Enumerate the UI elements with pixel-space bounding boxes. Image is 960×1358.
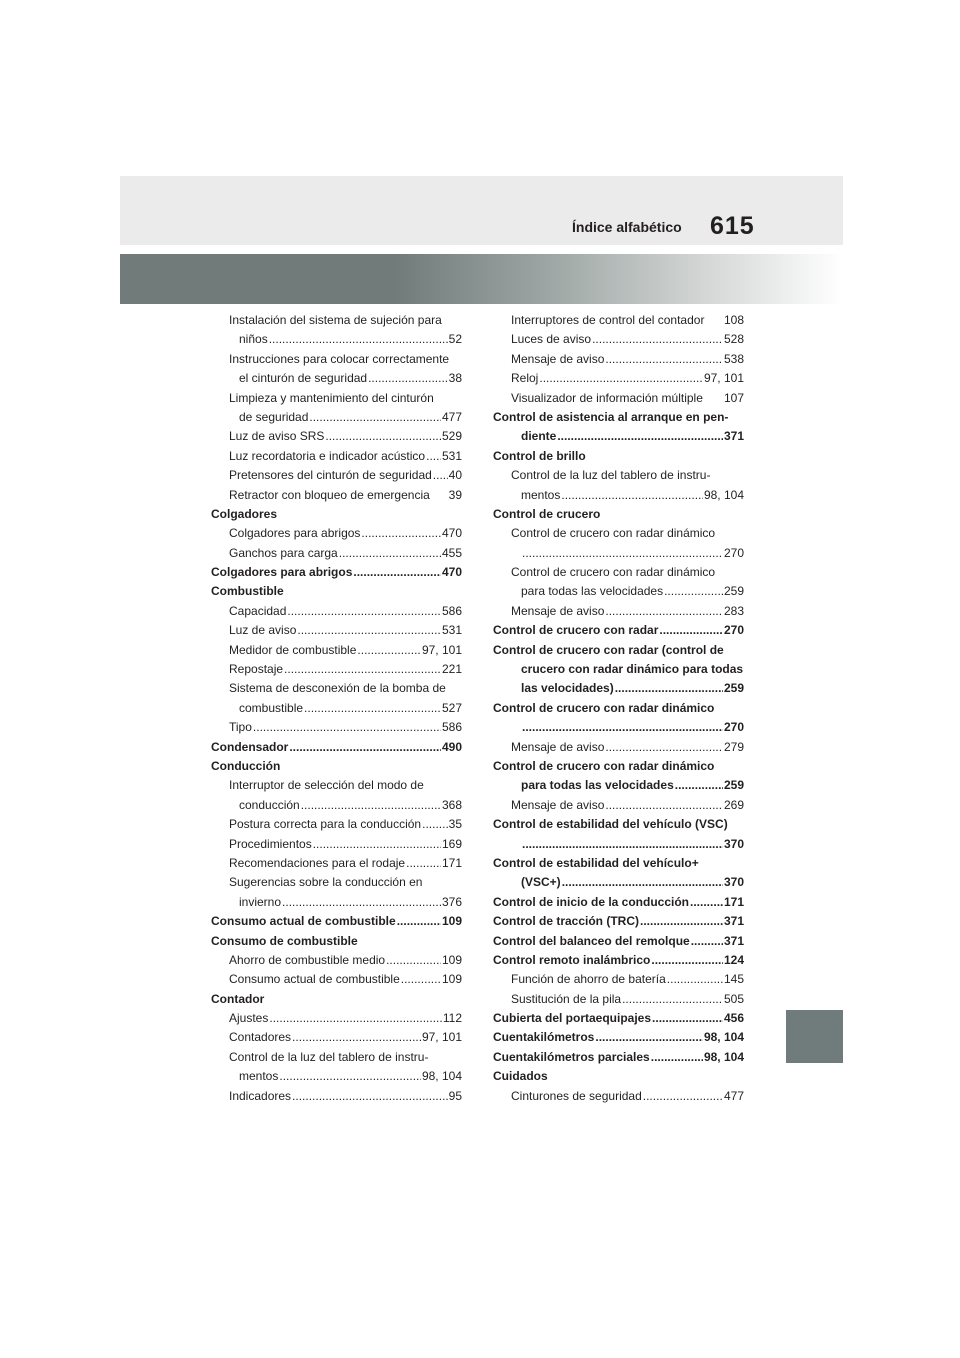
- dot-leader: [253, 718, 441, 737]
- index-entry: [211, 389, 462, 408]
- index-entry: [493, 1009, 744, 1028]
- index-entry-text: Sugerencias sobre la conducción en: [229, 875, 423, 890]
- index-entry-text: (VSC+): [521, 875, 561, 890]
- index-entry: [493, 582, 744, 601]
- index-entry-text: Cuidados: [493, 1069, 548, 1084]
- dot-leader: [304, 699, 441, 718]
- dot-leader: [361, 524, 441, 543]
- dot-leader: [522, 718, 723, 737]
- index-entry: [211, 602, 462, 621]
- index-entry-text: Contadores: [229, 1030, 292, 1045]
- dot-leader: [690, 893, 723, 912]
- index-entry-page: 531: [441, 623, 462, 638]
- index-entry-page: 531: [441, 448, 462, 463]
- dot-leader: [309, 408, 441, 427]
- index-entry: [211, 757, 462, 776]
- dot-leader: [406, 854, 441, 873]
- dot-leader: [292, 1028, 421, 1047]
- index-entry-text: Condensador: [211, 739, 289, 754]
- index-entry-page: 109: [441, 914, 462, 929]
- index-entry: [493, 873, 744, 892]
- dot-leader: [675, 776, 723, 795]
- index-entry-page: 98, 104: [703, 1030, 744, 1045]
- index-entry: [211, 505, 462, 524]
- index-entry: [493, 389, 744, 408]
- index-entry: [493, 369, 744, 388]
- dot-leader: [522, 544, 723, 563]
- index-entry-page: 527: [441, 700, 462, 715]
- index-entry: [493, 1067, 744, 1086]
- index-entry-page: 169: [441, 836, 462, 851]
- index-entry: [493, 738, 744, 757]
- index-entry: [493, 466, 744, 485]
- index-entry-page: 371: [723, 429, 744, 444]
- dot-leader: [289, 738, 441, 757]
- index-entry-text: Combustible: [211, 584, 284, 599]
- index-entry-text: Cuentakilómetros: [493, 1030, 595, 1045]
- dot-leader: [667, 970, 723, 989]
- index-entry: [493, 951, 744, 970]
- index-entry-text: Ahorro de combustible medio: [229, 952, 386, 967]
- index-entry-text: diente: [521, 429, 557, 444]
- index-entry: [493, 718, 744, 737]
- dot-leader: [282, 893, 441, 912]
- index-entry-text: las velocidades): [521, 681, 614, 696]
- index-entry-page: 370: [723, 836, 744, 851]
- dot-leader: [605, 350, 723, 369]
- index-entry-text: Control del balanceo del remolque: [493, 933, 690, 948]
- index-entry: [211, 1048, 462, 1067]
- index-entry-page: 270: [723, 545, 744, 560]
- index-entry-text: Luz de aviso SRS: [229, 429, 325, 444]
- index-entry-text: Retractor con bloqueo de emergencia: [229, 487, 430, 502]
- index-entry: [493, 970, 744, 989]
- index-entry-text: Control de crucero con radar (control de: [493, 642, 724, 657]
- index-entry-text: de seguridad: [239, 409, 309, 424]
- index-entry: [211, 932, 462, 951]
- index-entry: [493, 679, 744, 698]
- dot-leader: [397, 912, 441, 931]
- index-entry-text: Luces de aviso: [511, 332, 592, 347]
- dot-leader: [301, 796, 441, 815]
- index-column-right: [493, 311, 744, 1106]
- index-entry-text: Control de inicio de la conducción: [493, 894, 690, 909]
- index-entry-page: 97, 101: [421, 642, 462, 657]
- index-entry-page: 39: [448, 487, 462, 502]
- index-entry: [493, 796, 744, 815]
- index-entry: [493, 932, 744, 951]
- index-entry-page: 270: [723, 623, 744, 638]
- index-entry: [211, 951, 462, 970]
- index-entry-text: Visualizador de información múltiple: [511, 390, 703, 405]
- index-entry: [211, 524, 462, 543]
- index-entry-text: Control de crucero: [493, 506, 601, 521]
- index-entry: [493, 1087, 744, 1106]
- index-entry: [493, 757, 744, 776]
- index-entry-text: Control de crucero con radar dinámico: [511, 565, 716, 580]
- dot-leader: [651, 1048, 703, 1067]
- index-entry-page: 259: [723, 681, 744, 696]
- dot-leader: [386, 951, 441, 970]
- index-entry: [211, 563, 462, 582]
- index-entry-text: Sistema de desconexión de la bomba de: [229, 681, 446, 696]
- index-entry-text: Cubierta del portaequipajes: [493, 1011, 652, 1026]
- index-entry-text: Control de estabilidad del vehículo (VSC): [493, 817, 728, 832]
- index-entry: [493, 699, 744, 718]
- index-entry-text: Cuentakilómetros parciales: [493, 1049, 650, 1064]
- index-entry: [211, 311, 462, 330]
- section-title: Índice alfabético: [572, 219, 682, 235]
- index-entry: [493, 427, 744, 446]
- index-entry: [211, 1087, 462, 1106]
- index-entry: [211, 699, 462, 718]
- index-entry-text: Control de crucero con radar dinámico: [493, 700, 715, 715]
- index-entry: [493, 544, 744, 563]
- dot-leader: [592, 330, 723, 349]
- index-entry-page: 259: [723, 778, 744, 793]
- index-entry: [493, 408, 744, 427]
- index-entry: [211, 873, 462, 892]
- index-entry-page: 455: [441, 545, 462, 560]
- index-entry-text: mentos: [521, 487, 561, 502]
- index-entry-page: 477: [723, 1088, 744, 1103]
- index-entry-text: Mensaje de aviso: [511, 739, 605, 754]
- index-entry-page: 283: [723, 603, 744, 618]
- index-entry-text: Tipo: [229, 720, 252, 735]
- index-entry: [211, 544, 462, 563]
- index-entry: [493, 505, 744, 524]
- index-entry: [493, 776, 744, 795]
- dot-leader: [691, 932, 723, 951]
- index-entry: [211, 738, 462, 757]
- index-entry-text: Colgadores para abrigos: [211, 565, 353, 580]
- dot-leader: [269, 1009, 442, 1028]
- index-entry: [211, 408, 462, 427]
- dot-leader: [353, 563, 441, 582]
- index-entry-page: 97, 101: [703, 371, 744, 386]
- index-entry: [211, 447, 462, 466]
- index-entry: [211, 1009, 462, 1028]
- index-entry-text: Repostaje: [229, 662, 284, 677]
- index-entry-page: 124: [723, 952, 744, 967]
- index-entry: [493, 1028, 744, 1047]
- index-entry: [493, 330, 744, 349]
- index-entry: [211, 990, 462, 1009]
- dot-leader: [422, 815, 448, 834]
- index-entry-page: 259: [723, 584, 744, 599]
- index-entry: [211, 486, 462, 505]
- dot-leader: [605, 796, 723, 815]
- index-entry: [493, 602, 744, 621]
- index-entry-page: 52: [448, 332, 462, 347]
- index-entry: [493, 621, 744, 640]
- index-entry: [211, 815, 462, 834]
- index-entry-text: niños: [239, 332, 268, 347]
- index-entry-page: 371: [723, 914, 744, 929]
- section-tab: [786, 1010, 843, 1063]
- index-entry-text: Medidor de combustible: [229, 642, 357, 657]
- index-entry-page: 98, 104: [703, 487, 744, 502]
- index-entry-page: 269: [723, 797, 744, 812]
- index-entry-page: 279: [723, 739, 744, 754]
- index-entry-text: Colgadores para abrigos: [229, 526, 361, 541]
- dot-leader: [297, 621, 441, 640]
- dot-leader: [401, 970, 441, 989]
- index-entry-page: 371: [723, 933, 744, 948]
- page-number: 615: [710, 212, 755, 240]
- dot-leader: [313, 835, 441, 854]
- index-entry-page: 109: [441, 952, 462, 967]
- index-entry: [211, 679, 462, 698]
- dot-leader: [357, 641, 421, 660]
- index-entry-page: 40: [448, 468, 462, 483]
- index-entry: [493, 350, 744, 369]
- index-entry: [493, 641, 744, 660]
- index-entry: [211, 796, 462, 815]
- index-entry: [211, 641, 462, 660]
- dot-leader: [643, 1087, 723, 1106]
- index-entry-text: Control remoto inalámbrico: [493, 952, 651, 967]
- index-entry-page: 109: [441, 972, 462, 987]
- index-entry-page: 98, 104: [703, 1049, 744, 1064]
- index-entry-page: 97, 101: [421, 1030, 462, 1045]
- index-entry: [493, 660, 744, 679]
- index-entry-text: mentos: [239, 1069, 279, 1084]
- index-entry-text: Control de brillo: [493, 448, 586, 463]
- index-entry-page: 528: [723, 332, 744, 347]
- index-entry-page: 112: [442, 1011, 462, 1026]
- index-entry: [211, 1028, 462, 1047]
- index-entry-page: 505: [723, 991, 744, 1006]
- index-entry: [493, 524, 744, 543]
- dot-leader: [292, 1087, 448, 1106]
- index-entry-text: Función de ahorro de batería: [511, 972, 666, 987]
- index-entry-text: Pretensores del cinturón de seguridad: [229, 468, 432, 483]
- index-entry: [493, 815, 744, 834]
- index-entry: [493, 893, 744, 912]
- index-entry-page: 98, 104: [421, 1069, 462, 1084]
- index-entry-page: 145: [723, 972, 744, 987]
- dot-leader: [640, 912, 723, 931]
- dot-leader: [562, 873, 723, 892]
- index-entry-text: Control de crucero con radar dinámico: [493, 758, 715, 773]
- index-entry: [493, 835, 744, 854]
- index-entry-text: Indicadores: [229, 1088, 292, 1103]
- index-entry-text: Recomendaciones para el rodaje: [229, 855, 406, 870]
- index-entry: [211, 427, 462, 446]
- index-column-left: [211, 311, 462, 1106]
- index-entry: [493, 447, 744, 466]
- index-entry-text: para todas las velocidades: [521, 778, 674, 793]
- index-entry-text: Instrucciones para colocar correctamente: [229, 351, 450, 366]
- index-entry: [211, 330, 462, 349]
- index-entry: [211, 369, 462, 388]
- index-entry-text: crucero con radar dinámico para todas: [521, 662, 744, 677]
- index-entry-text: Colgadores: [211, 506, 278, 521]
- index-entry-page: 370: [723, 875, 744, 890]
- index-entry: [211, 1067, 462, 1086]
- index-entry: [493, 1048, 744, 1067]
- dot-leader: [664, 582, 723, 601]
- index-entry-text: Procedimientos: [229, 836, 312, 851]
- index-entry-text: Ajustes: [229, 1011, 269, 1026]
- index-entry-text: Control de tracción (TRC): [493, 914, 639, 929]
- index-entry-text: Control de crucero con radar dinámico: [511, 526, 716, 541]
- index-entry-text: Control de estabilidad del vehículo+: [493, 855, 699, 870]
- index-entry-text: Sustitución de la pila: [511, 991, 622, 1006]
- dot-leader: [284, 660, 441, 679]
- dot-leader: [659, 621, 723, 640]
- index-entry-page: 586: [441, 603, 462, 618]
- index-entry-text: Luz recordatoria e indicador acústico: [229, 448, 426, 463]
- dot-leader: [426, 447, 441, 466]
- index-entry-page: 456: [723, 1011, 744, 1026]
- dot-leader: [605, 602, 723, 621]
- index-entry: [211, 893, 462, 912]
- index-entry-text: Luz de aviso: [229, 623, 297, 638]
- index-entry-page: 38: [448, 371, 462, 386]
- index-entry: [211, 718, 462, 737]
- index-entry-text: Mensaje de aviso: [511, 797, 605, 812]
- index-entry: [211, 466, 462, 485]
- index-entry-page: 35: [448, 817, 462, 832]
- dot-leader: [279, 1067, 421, 1086]
- dot-leader: [622, 990, 723, 1009]
- index-entry-page: 221: [441, 662, 462, 677]
- index-entry-text: el cinturón de seguridad: [239, 371, 368, 386]
- dot-leader: [615, 679, 723, 698]
- index-entry-text: Instalación del sistema de sujeción para: [229, 313, 442, 327]
- dot-leader: [269, 330, 448, 349]
- index-entry-text: Conducción: [211, 758, 281, 773]
- dot-leader: [595, 1028, 703, 1047]
- index-entry: [493, 912, 744, 931]
- index-entry-page: 477: [441, 409, 462, 424]
- index-entry-text: Control de asistencia al arranque en pen-: [493, 409, 729, 424]
- dot-leader: [557, 427, 723, 446]
- index-entry: [493, 990, 744, 1009]
- index-entry-page: 107: [723, 390, 744, 405]
- index-entry-text: Consumo de combustible: [211, 933, 358, 948]
- index-entry: [211, 912, 462, 931]
- index-entry-page: 586: [441, 720, 462, 735]
- index-entry-text: Contador: [211, 991, 265, 1006]
- index-entry-text: invierno: [239, 894, 282, 909]
- index-entry-text: Control de la luz del tablero de instru-: [511, 468, 711, 483]
- dot-leader: [368, 369, 448, 388]
- index-entry-text: Mensaje de aviso: [511, 351, 605, 366]
- index-entry: [211, 776, 462, 795]
- index-entry-text: conducción: [239, 797, 300, 812]
- index-entry-page: 376: [441, 894, 462, 909]
- dot-leader: [652, 1009, 723, 1028]
- index-entry: [493, 486, 744, 505]
- index-entry-page: 108: [723, 313, 744, 327]
- dot-leader: [433, 466, 448, 485]
- index-entry-text: para todas las velocidades: [521, 584, 664, 599]
- index-entry: [211, 660, 462, 679]
- index-entry-page: 270: [723, 720, 744, 735]
- dot-leader: [561, 486, 703, 505]
- index-entry: [211, 970, 462, 989]
- index-entry-text: Control de la luz del tablero de instru-: [229, 1049, 429, 1064]
- index-entry: [493, 311, 744, 330]
- index-entry: [211, 582, 462, 601]
- index-entry-page: 470: [441, 526, 462, 541]
- index-entry-text: Control de crucero con radar: [493, 623, 659, 638]
- index-entry-text: Mensaje de aviso: [511, 603, 605, 618]
- index-entry-page: 95: [448, 1088, 462, 1103]
- dot-leader: [651, 951, 723, 970]
- index-entry-page: 470: [441, 565, 462, 580]
- index-entry-text: Capacidad: [229, 603, 287, 618]
- index-entry: [211, 621, 462, 640]
- index-entry-page: 529: [441, 429, 462, 444]
- index-entry-text: Postura correcta para la conducción: [229, 817, 422, 832]
- index-entry-text: Interruptor de selección del modo de: [229, 778, 424, 793]
- index-entry-page: 368: [441, 797, 462, 812]
- index-entry-text: Interruptores de control del contador: [511, 313, 705, 327]
- index-entry-text: combustible: [239, 700, 304, 715]
- index-entry: [493, 854, 744, 873]
- dot-leader: [539, 369, 703, 388]
- index-entry: [493, 563, 744, 582]
- dot-leader: [325, 427, 441, 446]
- dot-leader: [287, 602, 441, 621]
- index-entry-text: Consumo actual de combustible: [211, 914, 396, 929]
- index-entry-text: Limpieza y mantenimiento del cinturón: [229, 390, 434, 405]
- index-entry-text: Ganchos para carga: [229, 545, 338, 560]
- index-entry: [211, 835, 462, 854]
- index-entry: [211, 350, 462, 369]
- index-entry-text: Reloj: [511, 371, 539, 386]
- index-entry: [211, 854, 462, 873]
- index-entry-page: 490: [441, 739, 462, 754]
- index-entry-page: 538: [723, 351, 744, 366]
- dot-leader: [339, 544, 441, 563]
- dot-leader: [522, 835, 723, 854]
- index-entry-text: Consumo actual de combustible: [229, 972, 400, 987]
- header-band: [120, 254, 843, 304]
- index-entry-page: 171: [441, 855, 462, 870]
- index-entry-page: 171: [723, 894, 744, 909]
- dot-leader: [605, 738, 723, 757]
- index-entry-text: Cinturones de seguridad: [511, 1088, 642, 1103]
